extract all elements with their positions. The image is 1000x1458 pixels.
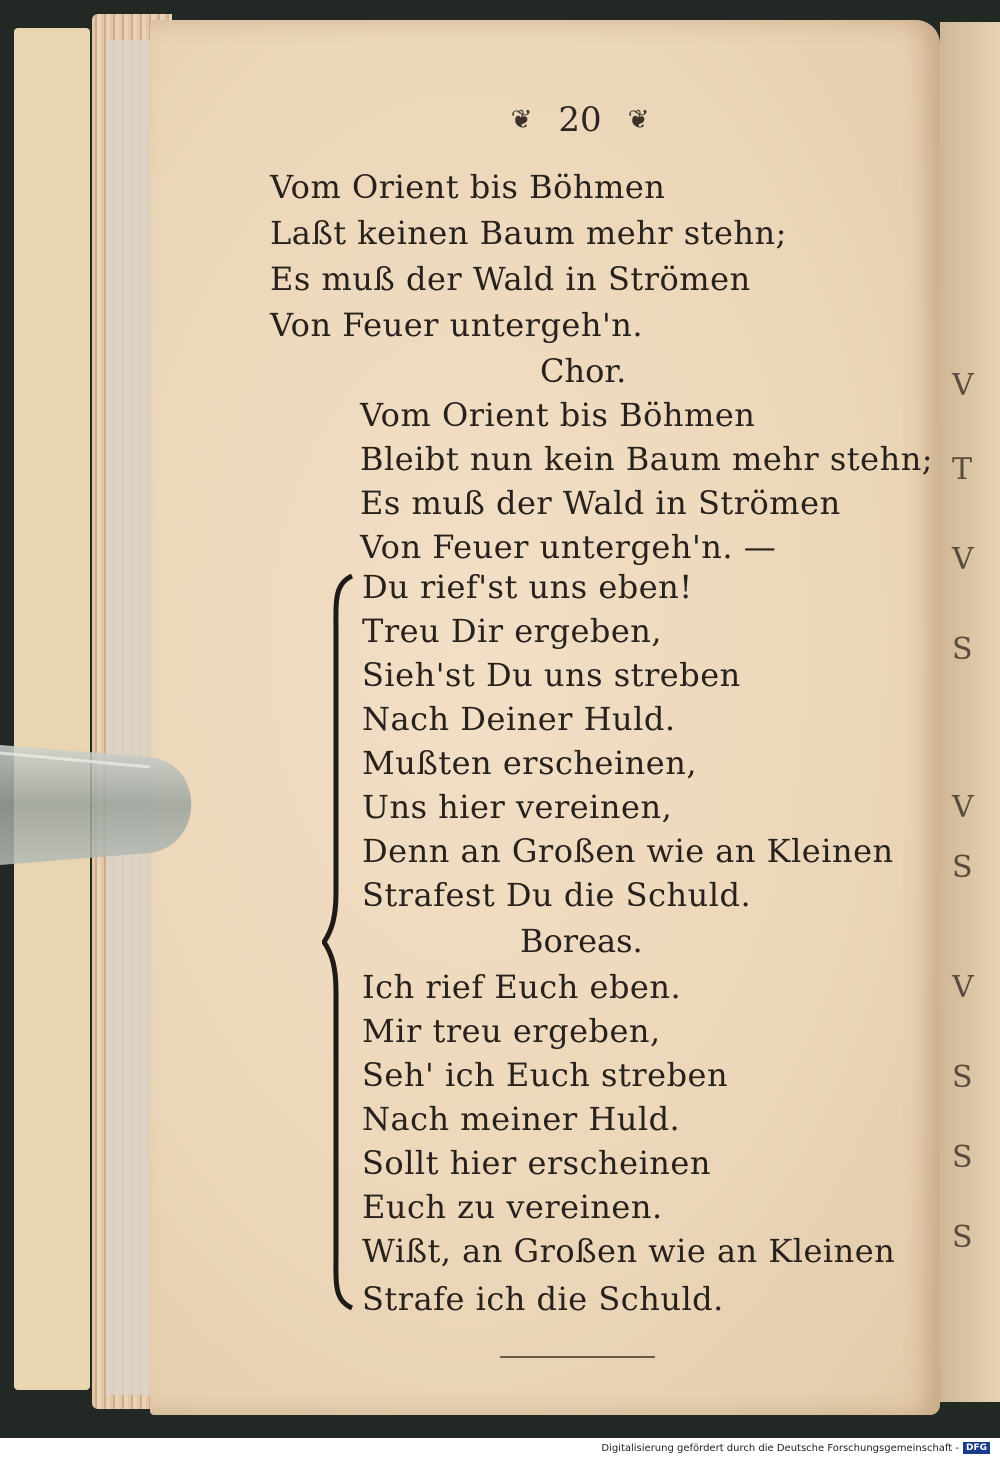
verse-line: Seh' ich Euch streben xyxy=(362,1056,729,1094)
verse-line: Euch zu vereinen. xyxy=(362,1188,663,1226)
facing-page xyxy=(940,22,1000,1402)
facing-page-letter: S xyxy=(952,850,973,885)
curly-bracket xyxy=(322,572,356,1312)
boreas-heading: Boreas. xyxy=(520,922,643,960)
verse-line: Du rief'st uns eben! xyxy=(362,568,693,606)
verse-line: Mußten erscheinen, xyxy=(362,744,698,782)
chorus-heading: Chor. xyxy=(540,352,627,390)
facing-page-letter: S xyxy=(952,1140,973,1175)
facing-page-letter: S xyxy=(952,632,973,667)
verse-line: Denn an Großen wie an Kleinen xyxy=(362,832,894,870)
verse-line: Sollt hier erscheinen xyxy=(362,1144,711,1182)
verse-line: Von Feuer untergeh'n. xyxy=(270,306,644,344)
verse-line: Vom Orient bis Böhmen xyxy=(270,168,666,206)
dfg-logo: DFG xyxy=(963,1442,990,1454)
facing-page-letter: V xyxy=(952,970,974,1005)
page-number: 20 xyxy=(558,100,602,140)
verse-line: Strafest Du die Schuld. xyxy=(362,876,752,914)
verse-line: Sieh'st Du uns streben xyxy=(362,656,741,694)
footer-text: Digitalisierung gefördert durch die Deutsche Forschungsgemeinschaft - xyxy=(601,1442,959,1454)
verse-line: Ich rief Euch eben. xyxy=(362,968,682,1006)
facing-page-letter: T xyxy=(952,452,973,487)
verse-line: Nach meiner Huld. xyxy=(362,1100,681,1138)
glass-clip xyxy=(0,745,200,865)
left-cover-board xyxy=(14,28,90,1390)
verse-line: Wißt, an Großen wie an Kleinen xyxy=(362,1232,896,1270)
facing-page-letter: S xyxy=(952,1220,973,1255)
facing-page-letter: S xyxy=(952,1060,973,1095)
verse-line: Strafe ich die Schuld. xyxy=(362,1280,724,1318)
chorus-line: Es muß der Wald in Strömen xyxy=(360,484,841,522)
verse-line: Es muß der Wald in Strömen xyxy=(270,260,751,298)
page-number-header xyxy=(470,100,690,140)
verse-line: Treu Dir ergeben, xyxy=(362,612,663,650)
end-rule xyxy=(500,1356,655,1358)
facing-page-letter: V xyxy=(952,790,974,825)
verse-line: Nach Deiner Huld. xyxy=(362,700,676,738)
facing-page-letter: V xyxy=(952,368,974,403)
chorus-line: Von Feuer untergeh'n. — xyxy=(360,528,777,566)
chorus-line: Vom Orient bis Böhmen xyxy=(360,396,756,434)
digitization-footer xyxy=(0,1438,1000,1458)
verse-line: Uns hier vereinen, xyxy=(362,788,673,826)
verse-line: Laßt keinen Baum mehr stehn; xyxy=(270,214,787,252)
verse-line: Mir treu ergeben, xyxy=(362,1012,661,1050)
ornament-right-icon: ❦ xyxy=(627,105,650,135)
ornament-left-icon: ❦ xyxy=(510,105,533,135)
page-edge-strip xyxy=(106,40,152,1395)
facing-page-letter: V xyxy=(952,542,974,577)
chorus-line: Bleibt nun kein Baum mehr stehn; xyxy=(360,440,934,478)
